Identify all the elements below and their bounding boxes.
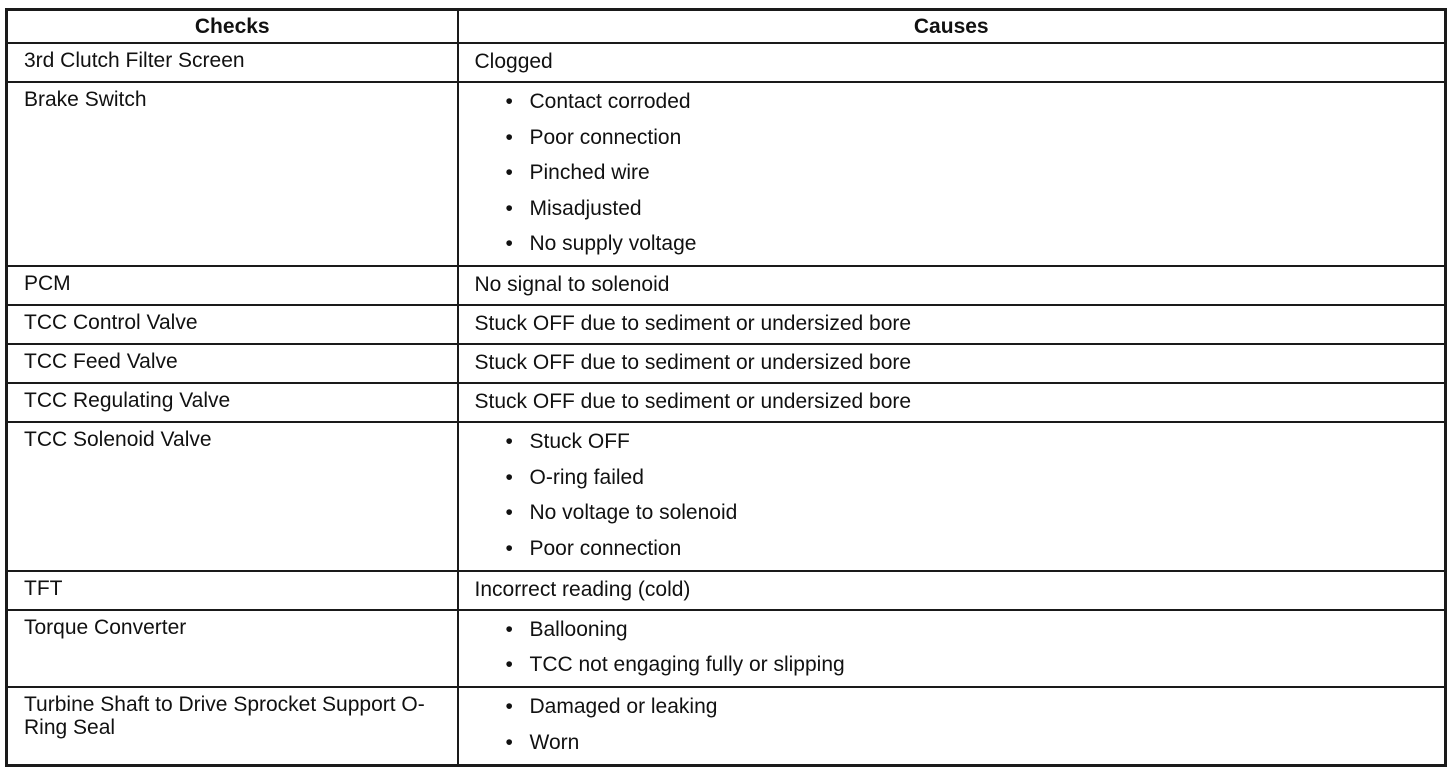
cause-text: Misadjusted xyxy=(529,196,642,220)
cause-cell xyxy=(458,43,1446,82)
cause-text: Ballooning xyxy=(529,617,628,641)
check-cell: PCM xyxy=(7,266,458,305)
check-cell: TCC Regulating Valve xyxy=(7,383,458,422)
check-cell: Torque Converter xyxy=(7,610,458,688)
bullet-icon: • xyxy=(505,653,513,676)
cause-list xyxy=(475,429,1429,564)
cause-list-item xyxy=(506,196,1429,232)
check-cell: TCC Control Valve xyxy=(7,305,458,344)
check-cell: 3rd Clutch Filter Screen xyxy=(7,43,458,82)
cause-text: Poor connection xyxy=(529,536,682,560)
table-row xyxy=(7,687,1446,765)
bullet-icon: • xyxy=(505,536,513,560)
cause-text: No supply voltage xyxy=(529,232,697,255)
table-row xyxy=(7,344,1446,383)
bullet-icon: • xyxy=(505,430,513,453)
table-row xyxy=(7,43,1446,82)
bullet-icon: • xyxy=(505,125,513,149)
cause-text: Stuck OFF due to sediment or undersized bore xyxy=(474,390,912,413)
checks-causes-table xyxy=(5,8,1447,767)
table-row xyxy=(7,571,1446,610)
table-row xyxy=(7,383,1446,422)
cause-list-item xyxy=(506,429,1429,465)
cause-list-item xyxy=(506,125,1429,161)
cause-text: Stuck OFF xyxy=(529,430,630,453)
cause-list-item xyxy=(506,231,1429,259)
cause-text: Damaged or leaking xyxy=(529,695,718,718)
bullet-icon: • xyxy=(505,161,513,184)
cause-text: Stuck OFF due to sediment or undersized bore xyxy=(474,351,912,374)
cause-text: Pinched wire xyxy=(529,161,650,184)
table-body xyxy=(7,43,1446,765)
cause-list xyxy=(475,617,1429,681)
bullet-icon: • xyxy=(505,196,513,220)
cause-list-item xyxy=(506,160,1429,196)
table-row xyxy=(7,610,1446,688)
header-checks: Checks xyxy=(7,10,458,44)
cause-text: No voltage to solenoid xyxy=(529,501,738,524)
check-cell: TFT xyxy=(7,571,458,610)
cause-text: No signal to solenoid xyxy=(474,273,670,296)
check-cell: TCC Feed Valve xyxy=(7,344,458,383)
bullet-icon: • xyxy=(505,232,513,255)
check-cell: TCC Solenoid Valve xyxy=(7,422,458,571)
cause-cell xyxy=(458,82,1446,266)
bullet-icon: • xyxy=(505,501,513,524)
cause-list xyxy=(475,694,1429,758)
table-row xyxy=(7,266,1446,305)
cause-text: Stuck OFF due to sediment or undersized bore xyxy=(474,312,912,335)
table-header-row xyxy=(7,10,1446,44)
cause-list-item xyxy=(506,465,1429,501)
cause-text: O-ring failed xyxy=(529,465,644,489)
header-causes: Causes xyxy=(458,10,1446,44)
bullet-icon: • xyxy=(505,617,513,641)
cause-list-item xyxy=(506,730,1429,758)
bullet-icon: • xyxy=(505,465,513,489)
cause-cell xyxy=(458,383,1446,422)
cause-list-item xyxy=(506,89,1429,125)
cause-cell xyxy=(458,266,1446,305)
cause-cell xyxy=(458,422,1446,571)
checks-causes-table-wrapper xyxy=(5,8,1444,767)
cause-cell xyxy=(458,610,1446,688)
table-row xyxy=(7,305,1446,344)
cause-list-item xyxy=(506,500,1429,536)
cause-text: Incorrect reading (cold) xyxy=(474,577,691,601)
bullet-icon: • xyxy=(505,90,513,113)
cause-list-item xyxy=(506,652,1429,680)
check-cell: Brake Switch xyxy=(7,82,458,266)
table-row xyxy=(7,422,1446,571)
cause-cell xyxy=(458,687,1446,765)
cause-text: Clogged xyxy=(474,50,553,73)
cause-text: Poor connection xyxy=(529,125,682,149)
cause-cell xyxy=(458,571,1446,610)
cause-cell xyxy=(458,344,1446,383)
cause-text: Worn xyxy=(529,730,580,754)
bullet-icon: • xyxy=(505,730,513,754)
cause-text: Contact corroded xyxy=(529,90,691,113)
cause-list-item xyxy=(506,536,1429,564)
cause-list-item xyxy=(506,694,1429,730)
cause-list xyxy=(475,89,1429,259)
cause-cell xyxy=(458,305,1446,344)
table-row xyxy=(7,82,1446,266)
cause-text: TCC not engaging fully or slipping xyxy=(529,653,845,676)
check-cell: Turbine Shaft to Drive Sprocket Support O-Ring Seal xyxy=(7,687,458,765)
bullet-icon: • xyxy=(505,695,513,718)
cause-list-item xyxy=(506,617,1429,653)
